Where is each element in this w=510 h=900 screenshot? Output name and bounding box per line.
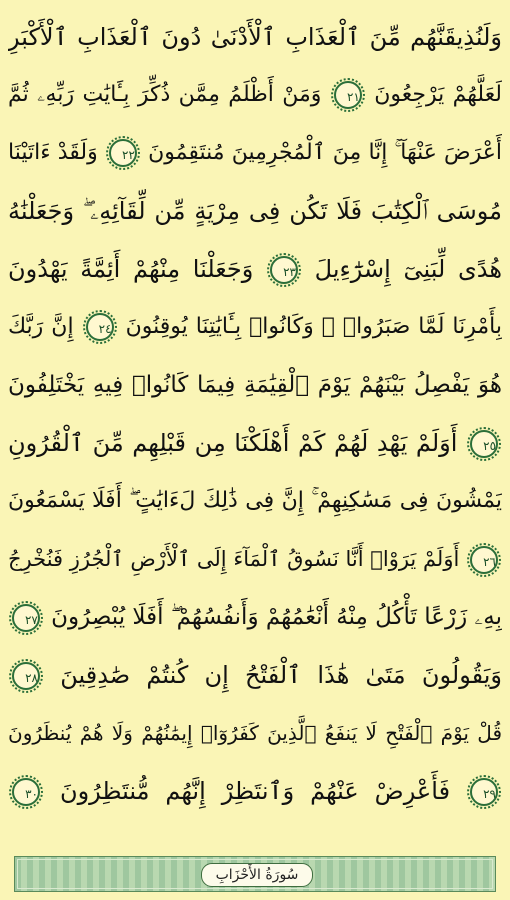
ayah-marker-icon: ٢٣ [270, 256, 298, 284]
verse-text: فَأَعْرِضْ عَنْهُمْ وَٱنتَظِرْ إِنَّهُم مُّنتَظِرُونَ [59, 777, 451, 805]
surah-name-label: سُورَةُ الأَحْزَابِ [201, 863, 313, 887]
ayah-marker-icon: ٢٢ [109, 139, 137, 167]
verse-line-14 [8, 762, 502, 820]
verse-text: وَيَقُولُونَ مَتَىٰ هَٰذَا ٱلْفَتْحُ إِن كُنتُمْ صَٰدِقِينَ [60, 661, 502, 689]
verse-text: وَجَعَلْنَا مِنْهُمْ أَئِمَّةً يَهْدُونَ [8, 255, 254, 283]
verse-line-12 [8, 646, 502, 704]
verse-text: لَعَلَّهُمْ يَرْجِعُونَ [374, 82, 502, 107]
verse-line-6 [8, 298, 502, 356]
verse-text: هُوَ يَفْصِلُ بَيْنَهُمْ يَوْمَ ٱلْقِيَٰمَةِ فِيمَا كَانُوا۟ فِيهِ يَخْتَلِفُونَ [8, 372, 502, 398]
verse-line-9 [8, 472, 502, 530]
verse-text: أَوَلَمْ يَرَوْا۟ أَنَّا نَسُوقُ ٱلْمَآءَ إِلَى ٱلْأَرْضِ ٱلْجُرُزِ فَنُخْرِجُ [8, 547, 460, 571]
verse-text: بِهِۦ زَرْعًا تَأْكُلُ مِنْهُ أَنْعَٰمُهُمْ وَأَنفُسُهُمْ ۖ أَفَلَا يُبْصِرُونَ [51, 604, 502, 630]
verse-text: أَوَلَمْ يَهْدِ لَهُمْ كَمْ أَهْلَكْنَا مِن قَبْلِهِم مِّنَ ٱلْقُرُونِ [8, 429, 458, 457]
verse-text: بِأَمْرِنَا لَمَّا صَبَرُوا۟ ۖ وَكَانُوا۟ بِـَٔايَٰتِنَا يُوقِنُونَ [125, 314, 502, 339]
ayah-marker-icon: ٢٧ [12, 604, 40, 632]
verse-text: أَعْرَضَ عَنْهَآ ۚ إِنَّا مِنَ ٱلْمُجْرِمِينَ مُنتَقِمُونَ [148, 140, 502, 165]
ayah-marker-icon: ٢٩ [470, 778, 498, 806]
verse-line-8 [8, 414, 502, 472]
verse-line-13 [8, 704, 502, 762]
ayah-marker-icon: ٢١ [334, 81, 362, 109]
verse-text: وَمَنْ أَظْلَمُ مِمَّن ذُكِّرَ بِـَٔايَٰتِ رَبِّهِۦ ثُمَّ [8, 82, 322, 107]
verse-text: وَلَقَدْ ءَاتَيْنَا [8, 140, 98, 165]
verse-line-3 [8, 124, 502, 182]
ayah-marker-icon: ٣٠ [12, 778, 40, 806]
verse-line-5 [8, 240, 502, 298]
ayah-marker-icon: ٢٨ [12, 662, 40, 690]
verse-line-4 [8, 182, 502, 240]
verse-line-7 [8, 356, 502, 414]
ayah-marker-icon: ٢٥ [470, 430, 498, 458]
verse-text: إِنَّ رَبَّكَ [8, 314, 74, 339]
verse-text: مُوسَى ٱلْكِتَٰبَ فَلَا تَكُن فِى مِرْيَةٍ مِّن لِّقَآئِهِۦ ۖ وَجَعَلْنَٰهُ [8, 197, 502, 225]
verse-text: يَمْشُونَ فِى مَسَٰكِنِهِمْ ۚ إِنَّ فِى ذَٰلِكَ لَءَايَٰتٍ ۖ أَفَلَا يَسْمَعُونَ [8, 488, 502, 513]
verse-line-10 [8, 530, 502, 588]
verse-line-2 [8, 66, 502, 124]
ayah-marker-icon: ٢٤ [86, 313, 114, 341]
verse-text: قُلْ يَوْمَ ٱلْفَتْحِ لَا يَنفَعُ ٱلَّذِينَ كَفَرُوٓا۟ إِيمَٰنُهُمْ وَلَا هُمْ يُنظَرُونَ [8, 721, 502, 745]
ayah-marker-icon: ٢٦ [470, 546, 498, 574]
verse-text: وَلَنُذِيقَنَّهُم مِّنَ ٱلْعَذَابِ ٱلْأَدْنَىٰ دُونَ ٱلْعَذَابِ ٱلْأَكْبَرِ [8, 23, 502, 51]
verse-line-1 [8, 8, 502, 66]
verse-line-11 [8, 588, 502, 646]
verse-text: هُدًى لِّبَنِىٓ إِسْرَٰٓءِيلَ [314, 255, 502, 283]
surah-footer-banner [14, 856, 496, 892]
